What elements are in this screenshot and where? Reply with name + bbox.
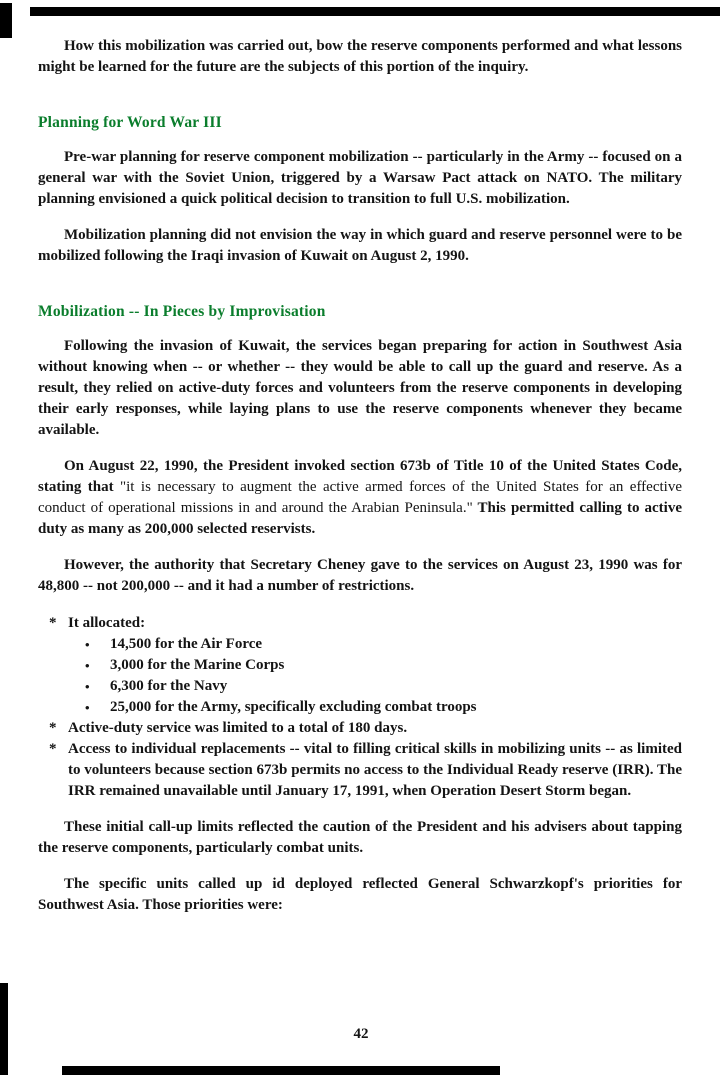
asterisk-marker: * [49,615,57,631]
section-heading-planning: Planning for Word War III [38,114,222,131]
list-subitem-army [38,697,682,718]
paragraph-authority-invoked [38,456,682,540]
authority-tail-text: This permitted calling to active duty as many as 200,000 selected reservists. [38,500,683,537]
page-number: 42 [353,1026,369,1042]
paragraph-schwarzkopf-priorities: The specific units called up id deployed reflected General Schwarzkopf's priorities for Southwest Asia. Those priorities were: [38,876,682,913]
list-item-text: Access to individual replacements -- vital to filling critical skills in mobilizing units -- as limited to volunteers because section 673b permits no access to the Individual Ready reserve (IRR). The IRR remained unavailable until January 17, 1991, when Operation Desert Storm began. [68,741,682,799]
paragraph-callup-limits: These initial call-up limits reflected the caution of the President and his advisers about tapping the reserve components, particularly combat units. [38,819,682,856]
bullet-marker: • [85,637,90,652]
authority-lead-text: On August 22, 1990, the President invoked section 673b of Title 10 of the United States Code, stating that [38,458,682,495]
list-subitem-air-force [38,634,682,655]
paragraph-mobilization-planning: Mobilization planning did not envision the way in which guard and reserve personnel were to be mobilized following the Iraqi invasion of Kuwait on August 2, 1990. [38,227,682,264]
list-item-text: 14,500 for the Air Force [110,636,263,652]
list-item-text: 25,000 for the Army, specifically excluding combat troops [110,699,477,715]
scan-artifact-bottom-bar [62,1066,500,1075]
section-heading-mobilization: Mobilization -- In Pieces by Improvisation [38,303,326,320]
list-item-text: 6,300 for the Navy [110,678,228,694]
asterisk-marker: * [49,741,57,757]
asterisk-marker: * [49,720,57,736]
list-item-text: It allocated: [68,615,146,631]
page-content [38,36,682,916]
bullet-marker: • [85,658,90,673]
list-subitem-navy [38,676,682,697]
bullet-marker: • [85,679,90,694]
list-item-active-duty-limit [38,718,682,739]
scan-artifact-top-bar [30,7,720,16]
statute-quote-text: "it is necessary to augment the active armed forces of the United States for an effective conduct of operational missions in and around the Arabian Peninsula." [38,479,682,516]
scan-artifact-top-left [0,3,12,38]
list-item-allocated [38,613,682,634]
paragraph-prewar-planning: Pre-war planning for reserve component mobilization -- particularly in the Army -- focused on a general war with the Soviet Union, triggered by a Warsaw Pact attack on NATO. The military planning envisioned a quick political decision to transition to full U.S. mobilization. [38,149,682,207]
list-subitem-marine-corps [38,655,682,676]
list-item-text: 3,000 for the Marine Corps [110,657,285,673]
paragraph-cheney-authority: However, the authority that Secretary Cheney gave to the services on August 23, 1990 was for 48,800 -- not 200,000 -- and it had a number of restrictions. [38,557,682,594]
paragraph-intro: How this mobilization was carried out, bow the reserve components performed and what lessons might be learned for the future are the subjects of this portion of the inquiry. [38,38,682,75]
restrictions-list [38,613,682,802]
list-item-text: Active-duty service was limited to a total of 180 days. [68,720,408,736]
paragraph-following-invasion: Following the invasion of Kuwait, the services began preparing for action in Southwest Asia without knowing when -- or whether -- they would be able to call up the guard and reserve. As a result, they relied on active-duty forces and volunteers from the reserve components in developing their early responses, while laying plans to use the reserve components whenever they became available. [38,338,682,438]
bullet-marker: • [85,700,90,715]
list-item-irr-access [38,739,682,802]
